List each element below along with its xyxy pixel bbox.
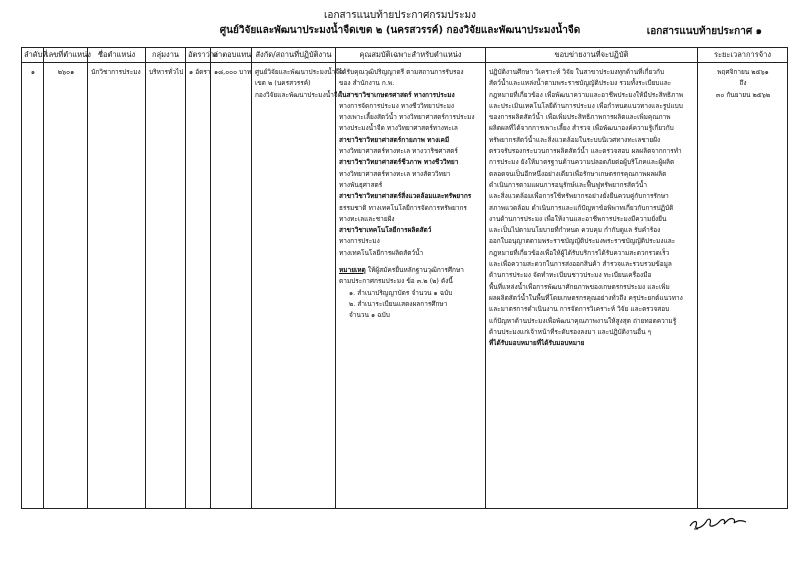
note-line: ๑. สำเนาปริญญาบัตร จำนวน ๑ ฉบับ xyxy=(349,288,453,297)
cell-position-no xyxy=(44,63,88,509)
duties-list xyxy=(489,67,695,349)
signature-mark xyxy=(688,510,748,532)
col-header-title: ชื่อตำแหน่ง xyxy=(88,48,146,63)
duty-line: ผลผลิตสัตว์น้ำในพื้นที่โดยเกษตรกรคุณอย่างทั่วถึง ครุประยกต์แนวทาง xyxy=(489,293,683,302)
duty-line: สภาพแวดล้อม ดำเนินการและแก้ปัญหาข้อพิพาทเกี่ยวกับการปฏิบัติ xyxy=(489,203,674,212)
duty-line: ของการผลิตสัตว์น้ำ เพื่อเพิ่มประสิทธิภาพการผลิตและเพิ่มคุณภาพ xyxy=(489,113,671,122)
cell-qualifications xyxy=(336,63,486,509)
row-group: บริหารทั่วไป xyxy=(149,68,184,76)
duty-line: ดำเนินการตามแผนการอนุรักษ์และฟื้นฟูทรัพยากรสัตว์น้ำ xyxy=(489,180,647,189)
note-line: ตามประกาศกรมประมง ข้อ ๓.๒ (๒) ดังนี้ xyxy=(339,277,453,286)
qualification-line: สาขาวิชาเทคโนโลยีการผลิตสัตว์ xyxy=(339,226,432,235)
qualification-line: ของ สำนักงาน ก.พ. xyxy=(339,79,395,88)
duty-line: และมาตรการดำเนินงาน การจัดการวิเคราะห์ วิจัย และตรวจสอบ xyxy=(489,305,670,314)
qualification-line: ทางเพาะเลี้ยงสัตว์น้ำ ทางวิทยาศาสตร์การประมง xyxy=(339,113,475,122)
row-position-no: ๒๖๐๑ xyxy=(57,68,75,76)
duty-line: ผลิตผลที่ได้จากการเพาะเลี้ยง สำรวจ เพื่อพัฒนาองค์ความรู้เกี่ยวกับ xyxy=(489,124,674,133)
qualification-line: ทางวิทยาศาสตร์ทางทะเล ทางวาริชศาสตร์ xyxy=(339,147,458,156)
duty-line: งานด้านการประมง เพื่อให้งานและอาชีพการประมงมีความยั่งยืน xyxy=(489,214,667,223)
document-header-unit: ศูนย์วิจัยและพัฒนาประมงน้ำจืดเขต ๒ (นครสวรรค์) กองวิจัยและพัฒนาประมงน้ำจืด xyxy=(219,25,581,36)
duty-line: ออกใบอนุญาตตามพระราชบัญญัติประมงพระราชบัญญัติประมงและ xyxy=(489,237,676,246)
col-header-period: ระยะเวลาการจ้าง xyxy=(698,48,788,63)
qualification-line: ทางพันธุศาสตร์ xyxy=(339,180,383,189)
qualification-line: สาขาวิชาวิทยาศาสตร์ชีวภาพ ทางชีววิทยา xyxy=(339,158,459,167)
cell-period xyxy=(698,63,788,509)
unit-line: เขต ๒ (นครสวรรค์) xyxy=(255,79,311,88)
period-line: ถึง xyxy=(739,79,747,88)
document-header-agency: เอกสารแนบท้ายประกาศกรมประมง xyxy=(324,10,476,21)
qualification-line: ได้รับคุณวุฒิปริญญาตรี ตามสถานการรับรอง xyxy=(339,68,464,76)
duty-line: การประมง ยังให้มาตรฐานด้านความปลอดภัยต่อผู้บริโภคและผู้ผลิต xyxy=(489,158,675,167)
qualification-line: ทางเทคโนโลยีการผลิตสัตว์น้ำ xyxy=(339,248,424,257)
row-no: ๑ xyxy=(30,68,36,76)
period-line: ๓๐ กันยายน ๒๕๖๒ xyxy=(715,90,771,99)
table-row xyxy=(22,63,788,509)
qualification-line: ทางประมงน้ำจืด ทางวิทยาศาสตร์ทางทะเล xyxy=(339,124,458,133)
note-label: หมายเหตุ xyxy=(339,266,366,275)
duty-line: และเป็นไปตามนโยบายที่กำหนด ควบคุม กำกับดูแล รับคำร้อง xyxy=(489,226,661,235)
col-header-group: กลุ่มงาน xyxy=(146,48,186,63)
col-header-unit: สังกัด/สถานที่ปฏิบัติงาน xyxy=(252,48,336,63)
duty-line: และเพื่อความสะดวกในการส่งออกสินค้า สำรวจและรวบรวมข้อมูล xyxy=(489,260,672,269)
duty-line: ทรัพยากรสัตว์น้ำและสิ่งแวดล้อมในระบบนิเวศทางทะเลชายฝั่ง xyxy=(489,135,661,144)
qualification-line: ทางการประมง xyxy=(339,237,380,246)
cell-group xyxy=(146,63,186,509)
qualification-line: ทางทะเลและชายฝั่ง xyxy=(339,214,395,223)
note-line xyxy=(339,265,483,276)
note-line: จำนวน ๑ ฉบับ xyxy=(349,311,390,320)
cell-duties xyxy=(486,63,698,509)
qualification-line: ในสาขาวิชาเกษตรศาสตร์ ทางการประมง xyxy=(339,90,455,99)
duty-line: ด้านการประมง จัดทำทะเบียนชาวประมง ทะเบียนเครื่องมือ xyxy=(489,271,652,280)
duty-line: และสิ่งแวดล้อมเพื่อการใช้ทรัพยากรอย่างยั่งยืนควบคู่กับการรักษา xyxy=(489,192,669,201)
period-line: พฤศจิกายน ๒๕๖๑ xyxy=(717,68,769,76)
qualification-line: ธรรมชาติ ทางเทคโนโลยีการจัดการทรัพยากร xyxy=(339,203,467,212)
col-header-duties: ขอบข่ายงานที่จะปฏิบัติ xyxy=(486,48,698,63)
cell-unit xyxy=(252,63,344,509)
cell-salary xyxy=(211,63,252,509)
row-salary: ๑๘,๐๐๐ บาท xyxy=(214,68,252,76)
col-header-position-no: เลขที่ตำแหน่ง xyxy=(44,48,88,63)
qualifications-list xyxy=(339,67,483,259)
duty-line: กฎหมายที่เกี่ยวข้อง เพื่อพัฒนาความและอาชีพประมงให้มีประสิทธิภาพ xyxy=(489,90,684,99)
cell-vacancy xyxy=(186,63,211,509)
col-header-salary: ค่าตอบแทน xyxy=(211,48,252,63)
duty-line: ปฏิบัติงานศึกษา วิเคราะห์ วิจัย ในสาขาประมงทุกด้านที่เกี่ยวกับ xyxy=(489,68,665,76)
row-vacancy: ๑ อัตรา xyxy=(189,68,211,76)
duty-line: ตรวจรับรองกระบวนการผลิตสัตว์น้ำ และตรวจสอบ ผลผลิตจากการทำ xyxy=(489,147,682,156)
position-table xyxy=(21,47,788,509)
duty-line: สัตว์น้ำและแหล่งน้ำตามพระราชบัญญัติประมง รวมทั้งระเบียบและ xyxy=(489,79,672,88)
duty-line: และประเมินเทคโนโลยีด้านการประมง เพื่อกำหนดแนวทางและรูปแบบ xyxy=(489,101,683,110)
duty-line: แก้ปัญหาด้านประมงเพื่อพัฒนาคุณภาพงานให้สูงสุด ถ่ายทอดความรู้ xyxy=(489,316,677,325)
row-title: นักวิชาการประมง xyxy=(91,68,141,76)
qualification-line: สาขาวิชาวิทยาศาสตร์สิ่งแวดล้อมและทรัพยากร xyxy=(339,192,472,201)
qualification-line: ทางวิทยาศาสตร์ทางทะเล ทางสัตววิทยา xyxy=(339,169,451,178)
note-text: ให้ผู้สมัครยื่นหลักฐานวุฒิการศึกษา xyxy=(365,266,464,275)
col-header-no: ลำดับที่ xyxy=(22,48,44,63)
duty-line: พื้นที่แหล่งน้ำเพื่อการพัฒนาศักยภาพของเกษตรกรประมง และเพิ่ม xyxy=(489,282,670,291)
duty-line: ที่ได้รับมอบหมายที่ได้รับมอบหมาย xyxy=(489,339,585,348)
table-header-row xyxy=(22,48,788,63)
col-header-vacancy: อัตราว่าง xyxy=(186,48,211,63)
unit-line: กองวิจัยและพัฒนาประมงน้ำจืด xyxy=(255,90,342,99)
col-header-qualifications: คุณสมบัติเฉพาะสำหรับตำแหน่ง xyxy=(336,48,486,63)
note-line: ๒. สำเนาระเบียนแสดงผลการศึกษา xyxy=(349,299,448,308)
duty-line: ตลอดจนเป็นอีกหนึ่งอย่างเดียวเพื่อรักษาเกษตรกรคุณภาพผลผลิต xyxy=(489,169,667,178)
cell-no xyxy=(22,63,44,509)
duty-line: ด้านประมงแก่เจ้าหน้าที่ระดับรองลงมา และปฏิบัติงานอื่น ๆ xyxy=(489,327,652,336)
duty-line: กฎหมายที่เกี่ยวข้องเพื่อให้ผู้ได้รับบริการได้รับความสะดวกรวดเร็ว xyxy=(489,248,670,257)
qualification-line: สาขาวิชาวิทยาศาสตร์กายภาพ ทางเคมี xyxy=(339,135,450,144)
unit-line: ศูนย์วิจัยและพัฒนาประมงน้ำจืด xyxy=(255,68,344,76)
qualification-line: ทางการจัดการประมง ทางชีววิทยาประมง xyxy=(339,101,455,110)
annex-label: เอกสารแนบท้ายประกาศ ๑ xyxy=(646,26,762,37)
cell-title xyxy=(88,63,146,509)
